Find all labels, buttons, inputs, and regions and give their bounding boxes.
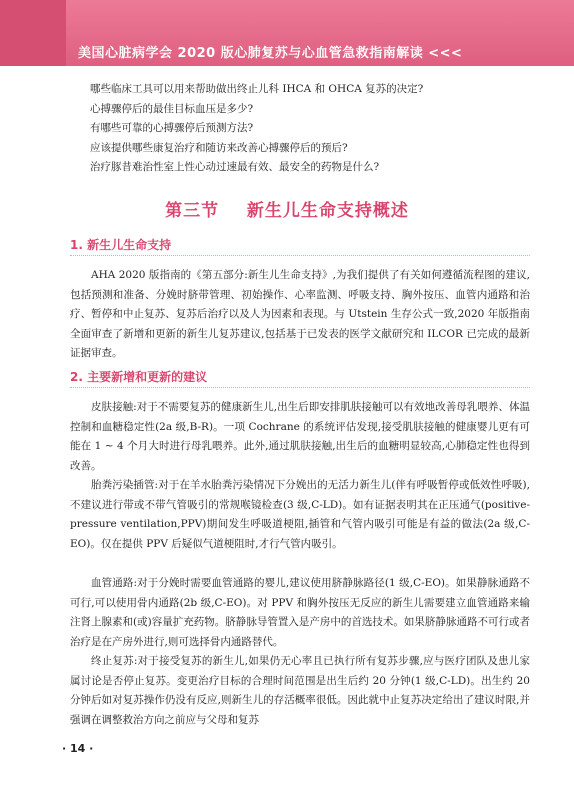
running-header-title: 美国心脏病学会 2020 版心肺复苏与心血管急救指南解读 <<<	[78, 46, 463, 61]
subheading-neonatal-life-support: 1. 新生儿生命支持	[70, 236, 530, 256]
header-decoration	[0, 0, 66, 66]
subheading-new-recommendations: 2. 主要新增和更新的建议	[70, 368, 530, 388]
section-title: 第三节 新生儿生命支持概述	[165, 201, 409, 221]
paragraph-vascular-access: 血管通路:对于分娩时需要血管通路的婴儿,建议使用脐静脉路径(1 级,C-EO)。如果静脉通路不可行,可以使用骨内通路(2b 级,C-EO)。对 PPV 和胸外按压无反应的新生儿需要建立血管通路来输注肾上腺素和(或)容量扩充药物。脐静脉导管置入是产房中的首选技术。如果脐静脉通路不可行或者治疗是在产房外进行,则可选择骨内通路替代。	[70, 577, 530, 648]
question-item: 哪些临床工具可以用来帮助做出终止儿科 IHCA 和 OHCA 复苏的决定?	[90, 83, 424, 95]
paragraph-meconium-intubation: 胎粪污染插管:对于在羊水胎粪污染情况下分娩出的无活力新生儿(伴有呼吸暂停或低效性呼吸),不建议进行带或不带气管吸引的常规喉镜检查(3 级,C-LD)。如有证据表明其在正压通气(positive-pressure ventilation,PPV)期间发生呼吸道梗阻,插管和气管内吸引可能是有益的做法(2a 级,C-EO)。仅在提供 PPV 后疑似气道梗阻时,才行气管内吸引。	[70, 479, 530, 550]
question-list	[90, 80, 520, 178]
question-item: 治疗豚昔难治性室上性心动过速最有效、最安全的药物是什么?	[90, 161, 380, 173]
page-number: · 14 ·	[62, 742, 94, 755]
paragraph-termination-of-resuscitation: 终止复苏:对于接受复苏的新生儿,如果仍无心率且已执行所有复苏步骤,应与医疗团队及患儿家属讨论是否停止复苏。变更治疗目标的合理时间范围是出生后约 20 分钟(1 级,C-LD)。出生约 20 分钟后如对复苏操作仍没有反应,则新生儿的存活概率很低。因此就中止复苏决定给出了建议时限,并强调在调整救治方向之前应与父母和复苏	[70, 655, 530, 726]
paragraph-skin-contact: 皮肤接触:对于不需要复苏的健康新生儿,出生后即安排肌肤接触可以有效地改善母乳喂养、体温控制和血糖稳定性(2a 级,B-R)。一项 Cochrane 的系统评估发现,接受肌肤接触的健康婴儿更有可能在 1 ~ 4 个月大时进行母乳喂养。此外,通过肌肤接触,出生后的血糖明显较高,心肺稳定性也得到改善。	[70, 401, 530, 472]
question-item: 心搏骤停后的最佳目标血压是多少?	[90, 102, 254, 115]
question-item: 有哪些可靠的心搏骤停后预测方法?	[90, 122, 254, 134]
question-item: 应该提供哪些康复治疗和随访来改善心搏骤停后的预后?	[90, 141, 348, 154]
paragraph-overview: AHA 2020 版指南的《第五部分:新生儿生命支持》,为我们提供了有关如何遵循流程图的建议,包括预测和准备、分娩时脐带管理、初始操作、心率监测、呼吸支持、胸外按压、血管内通路和治疗、暂停和中止复苏、复苏后治疗以及人为因素和表现。与 Utstein 生存公式一致,2020 年版指南全面审查了新增和更新的新生儿复苏建议,包括基于已发表的医学文献研究和 ILCOR 已完成的最新证据审查。	[70, 269, 530, 359]
